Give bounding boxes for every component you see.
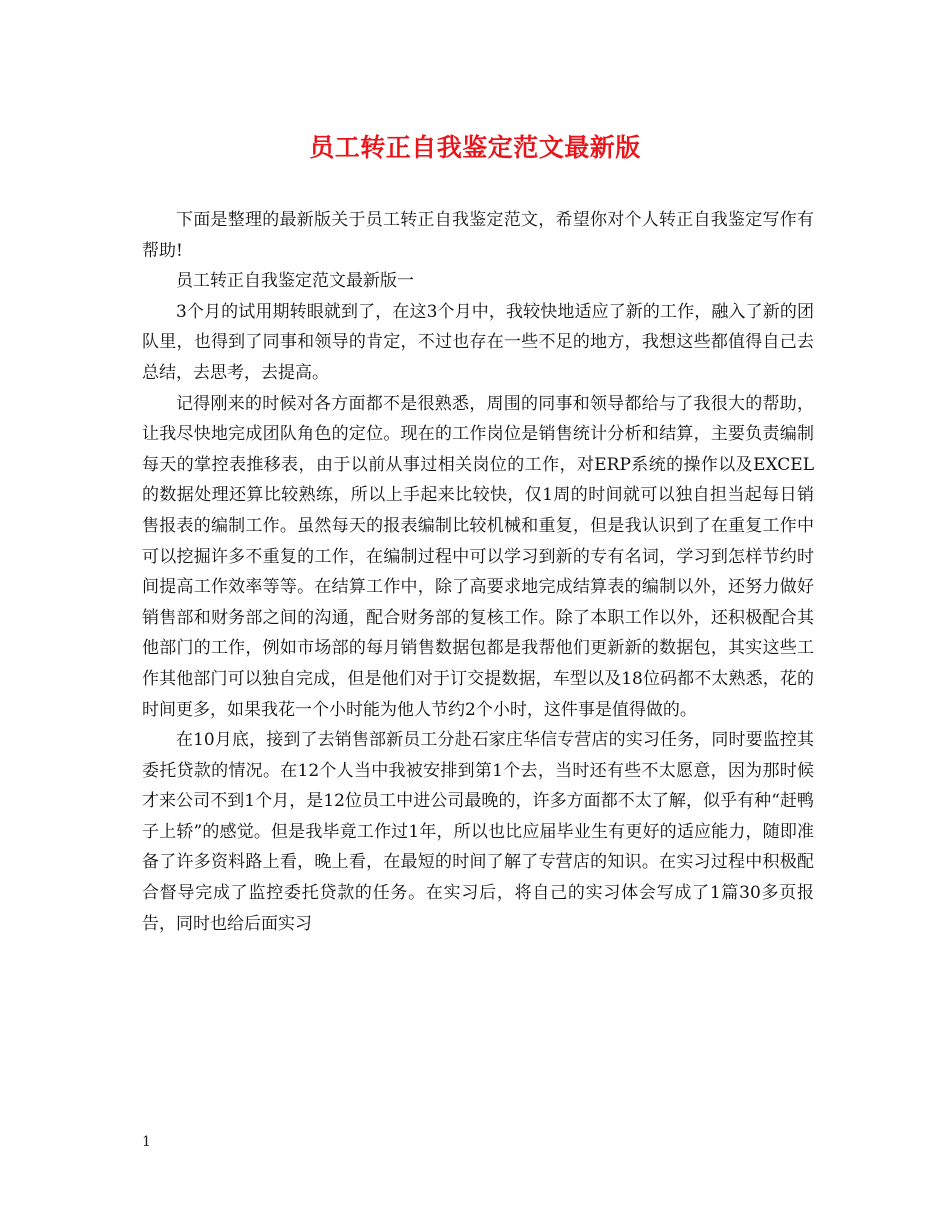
document-body [142, 205, 814, 939]
page-number: 1 [142, 1134, 151, 1150]
paragraph-work-duties: 记得刚来的时候对各方面都不是很熟悉，周围的同事和领导都给与了我很大的帮助，让我尽快地完成团队角色的定位。现在的工作岗位是销售统计分析和结算，主要负责编制每天的掌控表推移表，由于以前从事过相关岗位的工作，对ERP系统的操作以及EXCEL的数据处理还算比较熟练，所以上手起来比较快，仅1周的时间就可以独自担当起每日销售报表的编制工作。虽然每天的报表编制比较机械和重复，但是我认识到了在重复工作中可以挖掘许多不重复的工作，在编制过程中可以学习到新的专有名词，学习到怎样节约时间提高工作效率等等。在结算工作中，除了高要求地完成结算表的编制以外，还努力做好销售部和财务部之间的沟通，配合财务部的复核工作。除了本职工作以外，还积极配合其他部门的工作，例如市场部的每月销售数据包都是我帮他们更新新的数据包，其实这些工作其他部门可以独自完成，但是他们对于订交提数据，车型以及18位码都不太熟悉，花的时间更多，如果我花一个小时能为他人节约2个小时，这件事是值得做的。 [142, 393, 814, 720]
paragraph-section-heading: 员工转正自我鉴定范文最新版一 [176, 271, 414, 292]
paragraph-internship: 在10月底，接到了去销售部新员工分赴石家庄华信专营店的实习任务，同时要监控其委托贷款的情况。在12个人当中我被安排到第1个去，当时还有些不太愿意，因为那时候才来公司不到1个月，是12位员工中进公司最晚的，许多方面都不太了解，似乎有种“赶鸭子上轿”的感觉。但是我毕竟工作过1年，所以也比应届毕业生有更好的适应能力，随即准备了许多资料路上看，晚上看，在最短的时间了解了专营店的知识。在实习过程中积极配合督导完成了监控委托贷款的任务。在实习后，将自己的实习体会写成了1篇30多页报告，同时也给后面实习 [142, 730, 814, 934]
document-title: 员工转正自我鉴定范文最新版 [309, 133, 641, 162]
paragraph-intro: 下面是整理的最新版关于员工转正自我鉴定范文，希望你对个人转正自我鉴定写作有帮助! [142, 210, 814, 261]
paragraph-probation-summary: 3个月的试用期转眼就到了，在这3个月中，我较快地适应了新的工作，融入了新的团队里，也得到了同事和领导的肯定，不过也存在一些不足的地方，我想这些都值得自己去总结，去思考，去提高。 [142, 301, 814, 383]
